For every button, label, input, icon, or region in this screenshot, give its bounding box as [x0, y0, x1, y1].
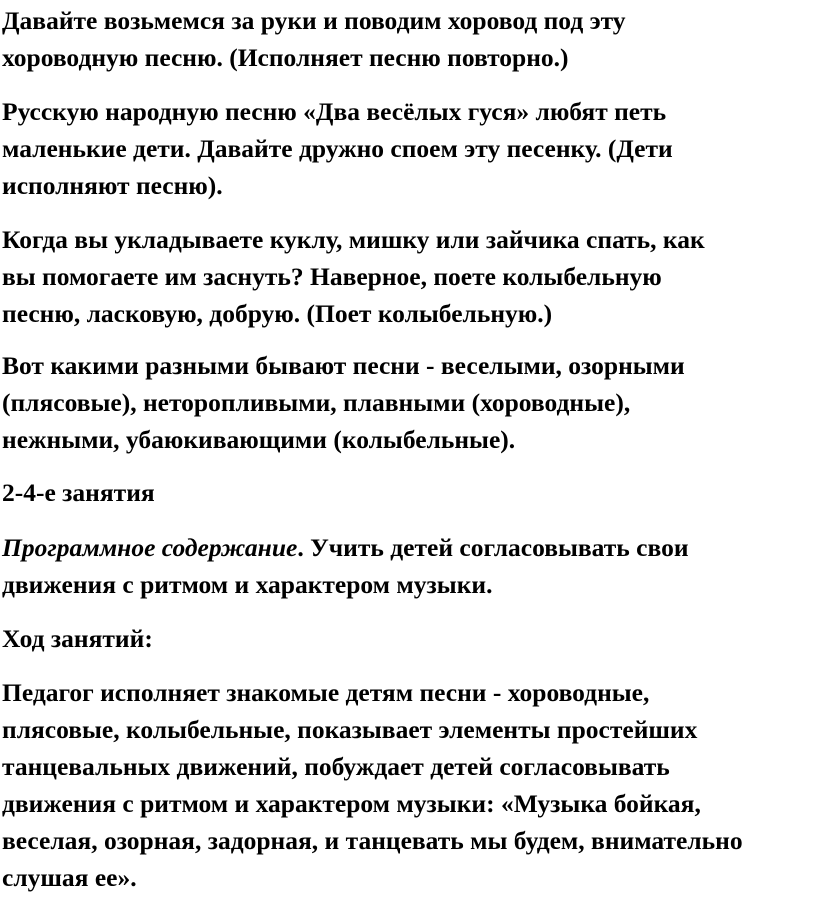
- text-line: Педагог исполняет знакомые детям песни - хороводные,: [2, 678, 650, 707]
- text-line: Вот какими разными бывают песни - веселыми, озорными: [2, 351, 685, 380]
- text-line: веселая, озорная, задорная, и танцевать мы будем, внимательно: [2, 826, 743, 855]
- text-line: движения с ритмом и характером музыки: «Музыка бойкая,: [2, 789, 701, 818]
- text-line: (плясовые), неторопливыми, плавными (хороводные),: [2, 388, 631, 417]
- text-line: плясовые, колыбельные, показывает элементы простейших: [2, 715, 698, 744]
- lesson-heading-text: Ход занятий:: [2, 624, 153, 653]
- paragraph-lullaby: [2, 221, 814, 332]
- section-heading: [2, 474, 814, 511]
- text-line: слушая ее».: [2, 863, 137, 892]
- program-content-text: . Учить детей согласовывать свои: [297, 533, 689, 562]
- text-line: танцевальных движений, побуждает детей согласовывать: [2, 752, 670, 781]
- text-line: [2, 529, 814, 566]
- text-line: исполняют песню).: [2, 171, 223, 200]
- paragraph-folk-song: [2, 93, 814, 204]
- lesson-heading: [2, 620, 814, 657]
- paragraph-program-content: [2, 529, 814, 603]
- text-line: движения с ритмом и характером музыки.: [2, 570, 493, 599]
- text-line: Давайте возьмемся за руки и поводим хоровод под эту: [2, 6, 626, 35]
- paragraph-round-dance: [2, 2, 814, 76]
- paragraph-teacher-performs: [2, 674, 814, 896]
- text-line: вы помогаете им заснуть? Наверное, поете колыбельную: [2, 262, 662, 291]
- text-line: маленькие дети. Давайте дружно споем эту песенку. (Дети: [2, 134, 673, 163]
- section-heading-text: 2-4-е занятия: [2, 478, 155, 507]
- paragraph-song-types: [2, 347, 814, 458]
- text-line: хороводную песню. (Исполняет песню повторно.): [2, 43, 569, 72]
- text-line: песню, ласковую, добрую. (Поет колыбельную.): [2, 299, 553, 328]
- text-line: Когда вы укладываете куклу, мишку или зайчика спать, как: [2, 225, 705, 254]
- program-content-label: Программное содержание: [2, 533, 298, 562]
- text-line: Русскую народную песню «Два весёлых гуся» любят петь: [2, 97, 667, 126]
- text-line: нежными, убаюкивающими (колыбельные).: [2, 425, 516, 454]
